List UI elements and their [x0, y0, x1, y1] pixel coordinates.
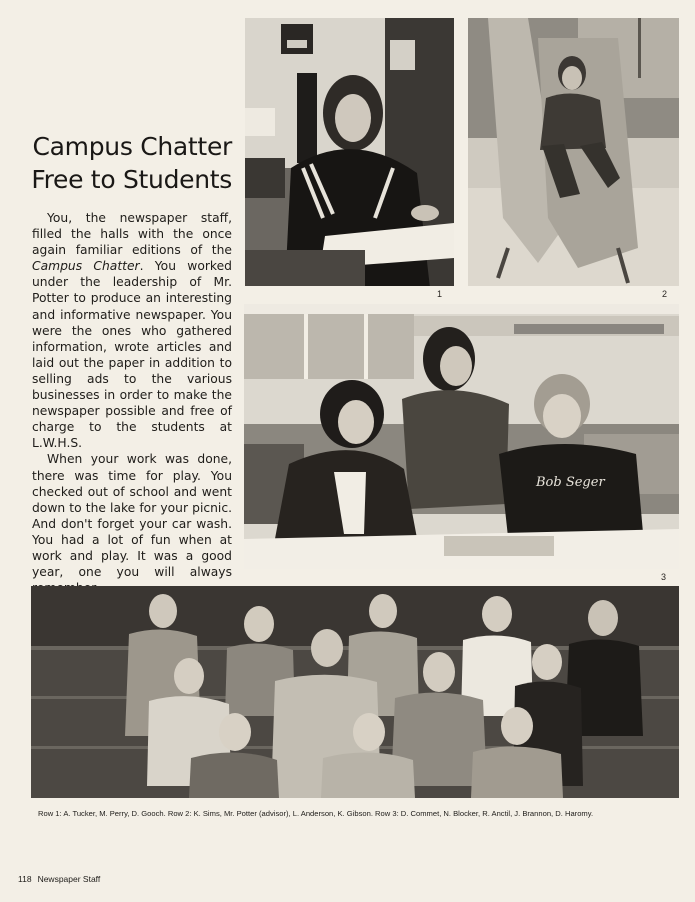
article-headline	[16, 130, 232, 196]
body-paragraph-1-text-a: You, the newspaper staff, filled the halls with the once again familiar editions of the	[32, 211, 232, 258]
headline-line-1: Campus Chatter	[32, 132, 232, 161]
shirt-lettering: Bob Seger	[536, 475, 605, 490]
group-photo-caption: Row 1: A. Tucker, M. Perry, D. Gooch. Row 2: K. Sims, Mr. Potter (advisor), L. Anderson, K. Gibson. Row 3: D. Commet, N. Blocker, R. Anctil, J. Brannon, D. Haromy.	[38, 809, 594, 818]
photo-1-student-at-desk	[245, 18, 454, 286]
body-paragraph-1-text-b: . You worked under the leadership of Mr. Potter to produce an interesting and informative newspaper. You were the ones who gathered information, wrote articles and laid out the paper in addition to selling ads to the various businesses in order to make the newspaper possible and free of charge to the students at L.W.H.S.	[32, 259, 232, 451]
body-paragraph-2: When your work was done, there was time for play. You checked out of school and went down to the lake for your picnic. And don't forget your car wash. You had a lot of fun when at work and play. It was a good year, one you will always	[32, 452, 232, 580]
body-paragraph-1	[32, 210, 232, 451]
photo-2-man-on-slide	[468, 18, 679, 286]
page-number: 118	[18, 874, 32, 884]
headline-line-2: Free to Students	[31, 165, 232, 194]
photo-3-classroom-students	[244, 304, 679, 569]
photo-2-number: 2	[662, 289, 668, 299]
publication-title-italic: Campus Chatter	[32, 259, 140, 274]
page-folio	[18, 874, 100, 884]
article-body	[32, 210, 232, 596]
section-name: Newspaper Staff	[37, 874, 101, 884]
photo-1-number: 1	[437, 289, 443, 299]
photo-group-newspaper-staff	[31, 586, 679, 798]
photo-3-number: 3	[661, 572, 667, 582]
